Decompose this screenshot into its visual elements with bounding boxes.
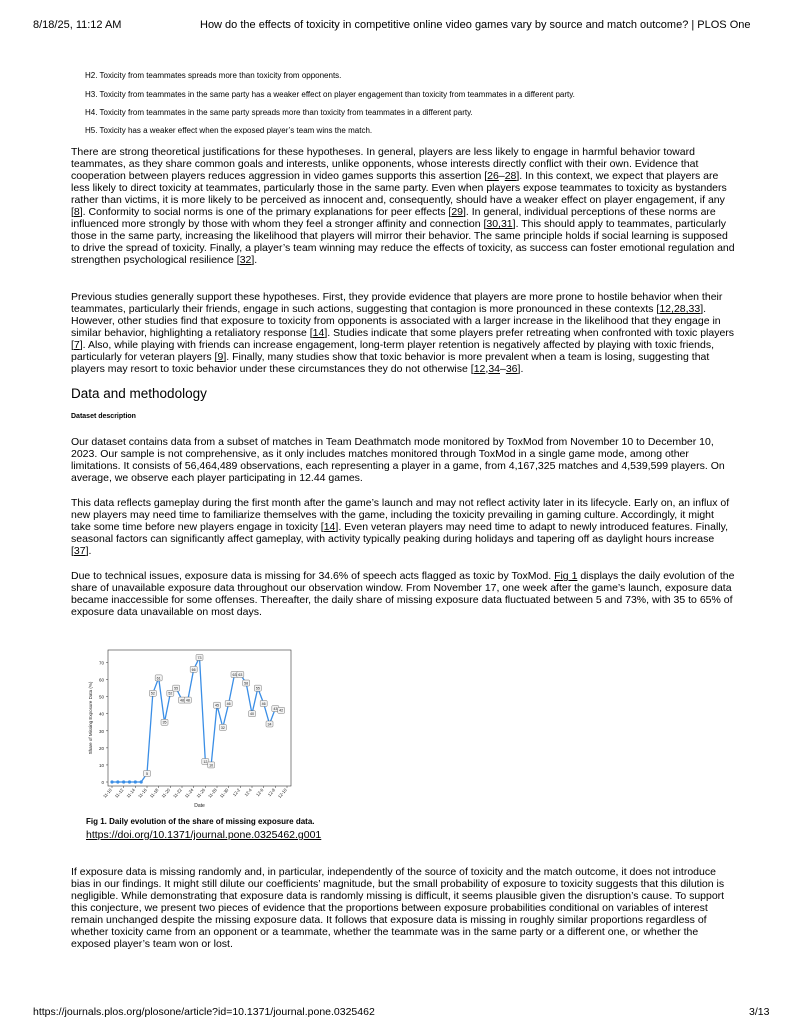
data-label: 40: [250, 712, 254, 717]
print-date: 8/18/25, 11:12 AM: [33, 19, 122, 31]
data-label: 63: [232, 672, 237, 677]
y-tick-label: 50: [98, 694, 104, 700]
data-label: 12: [203, 759, 208, 764]
citation-link[interactable]: 14: [312, 327, 325, 339]
x-tick-label: 11-22: [172, 787, 183, 799]
x-tick-label: 11-10: [102, 787, 113, 799]
data-label: 66: [191, 667, 196, 672]
citation-link[interactable]: 12: [473, 363, 486, 375]
data-label: 52: [168, 691, 173, 696]
series-line: [112, 657, 284, 782]
hypothesis-h3: H3. Toxicity from teammates in the same party has a weaker effect on player engagement than toxicity from teammates in a different party.: [85, 90, 575, 99]
subsection-title: Dataset description: [71, 413, 136, 420]
data-label: 10: [209, 763, 214, 768]
paragraph-missing-data: Due to technical issues, exposure data is missing for 34.6% of speech acts flagged as toxic by ToxMod. Fig 1 displays the daily evolution of the share of unavailable exposure data throughout our observation window. From November 17, one week after the game’s launch, exposure data became inaccessible for some offenses. Thereafter, the daily share of missing exposure data fluctuated between 5 and 73%, with 35 to 65% of exposure data unavailable on most days.: [71, 570, 735, 618]
x-tick-label: 11-30: [218, 787, 230, 799]
data-point: [116, 780, 119, 783]
data-label: 58: [244, 681, 249, 686]
paragraph-bias: If exposure data is missing randomly and, in particular, independently of the source of toxicity and the match outcome, it does not introduce bias in our findings. It might still dilute our coefficients’ magnitude, but the small probability of exposure to toxicity suggests that this dilution is negligible. While demonstrating that exposure data is randomly missing is difficult, it seems plausible given the disruption’s cause. To support this conjecture, we present two pieces of evidence that the proportions between exposure probabilities conditional on variables of interest remain unchanged despite the missing exposure data. It follows that exposure data is missing in roughly similar proportions regardless of whether toxicity came from an opponent or a teammate, whether the teammate was in the same party or a different one, or whether the exposed player’s team won or lost.: [71, 866, 725, 950]
data-label: 43: [273, 707, 278, 712]
citation-link[interactable]: 28: [504, 170, 517, 182]
y-tick-label: 10: [98, 762, 104, 768]
data-label: 5: [146, 771, 148, 776]
y-tick-label: 0: [101, 780, 104, 785]
paragraph-dataset: Our dataset contains data from a subset of matches in Team Deathmatch mode monitored by ToxMod from November 10 to December 10, 2023. Our sample is not comprehensive, as it only includes matches monitored through ToxMod in a single game mode, among other limitations. It consists of 56,464,489 observations, each representing a player in a game, from 4,167,325 matches and 4,539,599 players. On average, we observe each player participating in 12.44 games.: [71, 436, 725, 484]
y-tick-label: 70: [98, 660, 104, 666]
x-tick-label: 12-4: [243, 787, 253, 798]
x-tick-label: 12-2: [231, 787, 242, 798]
citation-link[interactable]: 30,31: [486, 218, 513, 230]
footer-url: https://journals.plos.org/plosone/article?id=10.1371/journal.pone.0325462: [33, 1006, 375, 1018]
data-label: 55: [255, 686, 260, 691]
paragraph-theory: There are strong theoretical justifications for these hypotheses. In general, players are less likely to engage in harmful behavior toward teammates, as they share common goals and interests, unlike opponents, whose interests directly conflict with their own. Evidence that cooperation between players reduces aggression in video games supports this assertion [26–28]. In this context, we expect that players are less likely to direct toxicity at teammates, particularly those in the same party. Even when players expose teammates to toxicity as bystanders rather than victims, it is more likely to be perceived as innocent and, consequently, should have a weaker effect on player engagement, if any [8]. Conformity to social norms is one of the primary explanations for peer effects [29]. In general, individual perceptions of these norms are influenced more strongly by those with whom they feel a stronger affinity and connection [30,31]. This should apply to teammates, particularly those in the same party, increasing the likelihood that players will mirror their behavior. The same principle holds if social learning is supposed to drive the spread of toxicity. Finally, a player’s team winning may reduce the effects of toxicity, as success can foster emotional regulation and strengthen psychological resilience [32].: [71, 146, 735, 266]
x-tick-label: 11-14: [125, 787, 137, 799]
data-label: 63: [238, 672, 243, 677]
data-label: 32: [220, 725, 225, 730]
data-label: 48: [180, 698, 184, 703]
citation-link[interactable]: 29: [451, 206, 464, 218]
data-label: 46: [261, 701, 266, 706]
x-tick-label: 12-6: [255, 787, 265, 798]
hypothesis-h2: H2. Toxicity from teammates spreads more than toxicity from opponents.: [85, 71, 342, 80]
data-label: 42: [279, 708, 284, 713]
data-point: [122, 780, 125, 783]
citation-link[interactable]: 12,28,33: [659, 303, 701, 315]
citation-link[interactable]: 9: [217, 351, 224, 363]
plot-frame: [108, 650, 291, 786]
x-tick-label: 11-16: [137, 787, 148, 799]
data-point: [128, 780, 131, 783]
figure-doi-link[interactable]: https://doi.org/10.1371/journal.pone.0325462.g001: [86, 829, 322, 841]
data-label: 52: [150, 691, 155, 696]
x-axis-label: Date: [194, 803, 205, 809]
data-label: 73: [197, 655, 202, 660]
data-label: 34: [267, 722, 272, 727]
citation-link[interactable]: 7: [73, 339, 80, 351]
citation-link[interactable]: 8: [73, 206, 80, 218]
citation-link[interactable]: 26: [487, 170, 499, 182]
missing-exposure-line-chart: [86, 646, 296, 811]
x-tick-label: 11-28: [207, 787, 218, 799]
data-label: 48: [185, 698, 190, 703]
section-title: Data and methodology: [71, 386, 207, 401]
citation-link[interactable]: 36: [505, 363, 518, 375]
data-label: 55: [174, 686, 179, 691]
paragraph-gameplay: This data reflects gameplay during the first month after the game’s launch and may not reflect activity later in its lifecycle. Early on, an influx of new players may need time to familiarize themselves with the game, including the toxicity prevailing in gaming culture. Accordingly, it might take some time before new players engage in toxicity [14]. Even veteran players may need time to adapt to newly introduced features. Finally, seasonal factors can significantly affect gameplay, with activity typically peaking during holidays and tapering off as daylight hours increase [37].: [71, 497, 730, 557]
y-tick-label: 20: [98, 745, 104, 751]
hypothesis-h5: H5. Toxicity has a weaker effect when the exposed player’s team wins the match.: [85, 126, 373, 135]
x-tick-label: 11-18: [148, 787, 160, 799]
x-tick-label: 11-12: [113, 787, 125, 799]
data-label: 61: [156, 676, 161, 681]
data-point: [134, 780, 137, 783]
citation-link[interactable]: 14: [323, 521, 336, 533]
figure-link[interactable]: Fig 1: [554, 570, 578, 582]
figure-caption: Fig 1. Daily evolution of the share of missing exposure data.: [86, 817, 315, 826]
data-label: 45: [215, 703, 219, 708]
citation-link[interactable]: 32: [239, 254, 252, 266]
y-axis-label: Share of Missing Exposure Data (%): [88, 681, 93, 755]
x-tick-label: 11-24: [183, 787, 195, 799]
x-tick-label: 11-20: [160, 787, 172, 799]
data-point: [110, 780, 113, 783]
citation-link[interactable]: 34: [488, 363, 500, 375]
data-label: 35: [162, 720, 167, 725]
data-label: 46: [226, 701, 231, 706]
paragraph-previous-studies: Previous studies generally support these hypotheses. First, they provide evidence that players are more prone to hostile behavior when their teammates, particularly their friends, engage in such actions, suggesting that contagion is more pronounced in these contexts [12,28,33]. However, other studies find that exposure to toxicity from opponents is associated with a larger increase in the likelihood that they engage in similar behavior, highlighting a retaliatory response [14]. Studies indicate that some players prefer retreating when confronted with toxic players [7]. Also, while playing with friends can increase engagement, long-term player retention is negatively affected by playing with toxic friends, particularly for veteran players [9]. Finally, many studies show that toxic behavior is more prevalent when a team is losing, suggesting that players may resort to toxic behavior under these circumstances they do not otherwise [12,34–36].: [71, 291, 735, 375]
x-tick-label: 12-8: [266, 787, 277, 798]
hypothesis-h4: H4. Toxicity from teammates in the same party spreads more than toxicity from teammates in a different party.: [85, 108, 473, 117]
y-tick-label: 30: [98, 728, 104, 734]
x-tick-label: 12-10: [276, 787, 288, 800]
citation-link[interactable]: 37: [73, 545, 86, 557]
page-header-title: How do the effects of toxicity in competitive online video games vary by source and match outcome? | PLOS One: [200, 19, 751, 31]
y-tick-label: 60: [98, 677, 104, 683]
page-number: 3/13: [749, 1006, 770, 1018]
x-tick-label: 11-26: [195, 787, 207, 799]
y-tick-label: 40: [98, 711, 104, 717]
data-point: [140, 780, 143, 783]
